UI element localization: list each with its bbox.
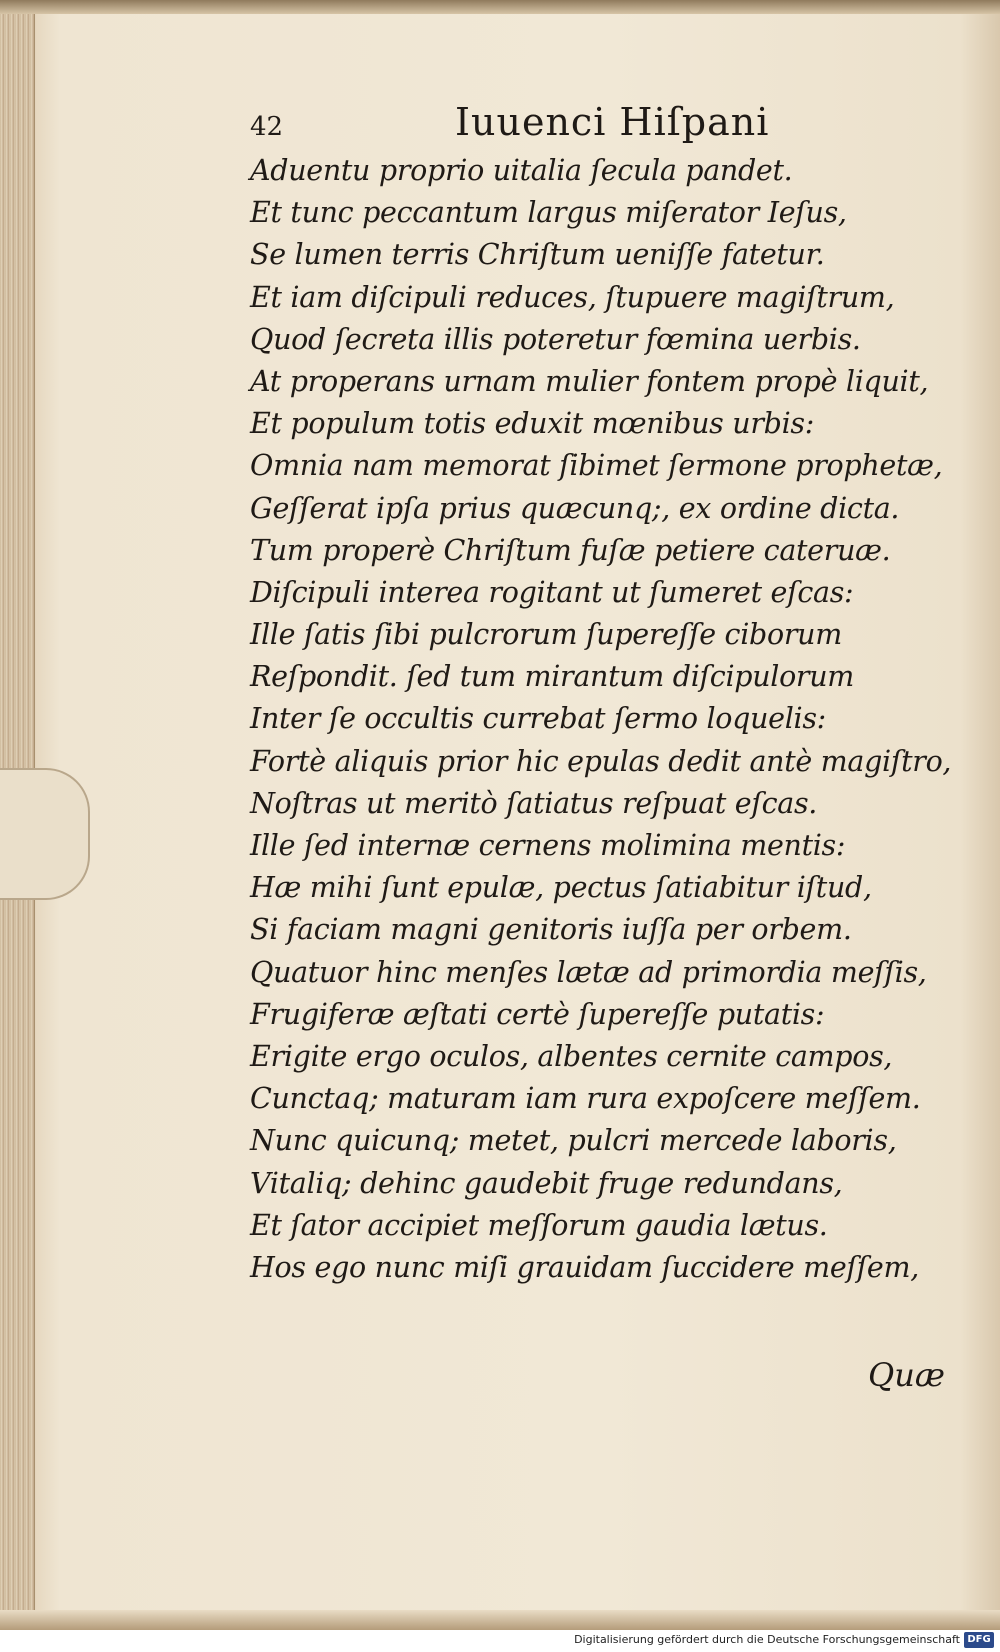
verse-line: Aduentu proprio uitalia ſecula pandet. [250,154,793,187]
verse-line: Diſcipuli interea rogitant ut ſumeret eſcas: [250,575,854,609]
verse-line: Quatuor hinc menſes lætæ ad primordia meſſis, [250,955,927,989]
page-number: 42 [250,112,284,142]
verse-line: Vitaliq; dehinc gaudebit fruge redundans, [250,1166,843,1200]
verse-line: Et populum totis eduxit mœnibus urbis: [250,407,815,441]
verse-line: At properans urnam mulier fontem propè liquit, [250,364,929,398]
tab-marker [0,768,90,900]
page-header [250,100,950,150]
verse-line: Tum properè Chriſtum fuſæ petiere cateruæ. [250,533,891,567]
verse-line: Reſpondit. ſed tum mirantum diſcipulorum [250,660,855,694]
verse-line: Cunctaq; maturam iam rura expoſcere meſſem. [250,1082,921,1116]
verse-line: Inter ſe occultis currebat ſermo loquelis: [250,702,826,736]
verse-line: Et iam diſcipuli reduces, ſtupuere magiſtrum, [250,280,895,314]
verse-line: Nunc quicunq; metet, pulcri mercede laboris, [250,1124,897,1158]
verse-line: Se lumen terris Chriſtum ueniſſe fatetur. [250,238,825,272]
verse-line: Geſſerat ipſa prius quæcunq;, ex ordine dicta. [250,491,900,525]
verse-line: Noſtras ut meritò ſatiatus reſpuat eſcas. [250,786,818,820]
dfg-logo: DFG [964,1632,994,1648]
verse-list [250,150,950,1289]
page-top-edge [0,0,1000,14]
verse-line: Et tunc peccantum largus miſerator Ieſus, [250,196,847,230]
verse-line: Fortè aliquis prior hic epulas dedit antè magiſtro, [250,744,952,778]
verse-line: Omnia nam memorat ſibimet ſermone prophetæ, [250,449,943,483]
verse-line: Ille ſatis ſibi pulcrorum ſupereſſe ciborum [250,618,842,652]
verse-line: Hæ mihi ſunt epulæ, pectus ſatiabitur iſtud, [250,871,872,905]
verse-line: Quod ſecreta illis poteretur fœmina uerbis. [250,322,861,356]
verse-line: Hos ego nunc miſi grauidam ſuccidere meſſem, [250,1250,919,1284]
verse-line: Si faciam magni genitoris iuſſa per orbem. [250,913,852,947]
catchword: Quæ [868,1356,945,1394]
text-block [250,100,950,1289]
verse-line: Ille ſed internæ cernens molimina mentis: [250,829,846,862]
verse-line: Frugiferæ æſtati certè ſupereſſe putatis: [250,997,825,1031]
running-title: Iuuenci Hiſpani [455,100,770,144]
verse-line: Erigite ergo oculos, albentes cernite campos, [250,1039,893,1073]
page-bottom-edge [0,1610,1000,1630]
verse-line: Et ſator accipiet meſſorum gaudia lætus. [250,1208,828,1242]
footer-bar [0,1630,1000,1652]
credit-text: Digitalisierung gefördert durch die Deutsche Forschungsgemeinschaft [574,1633,960,1646]
